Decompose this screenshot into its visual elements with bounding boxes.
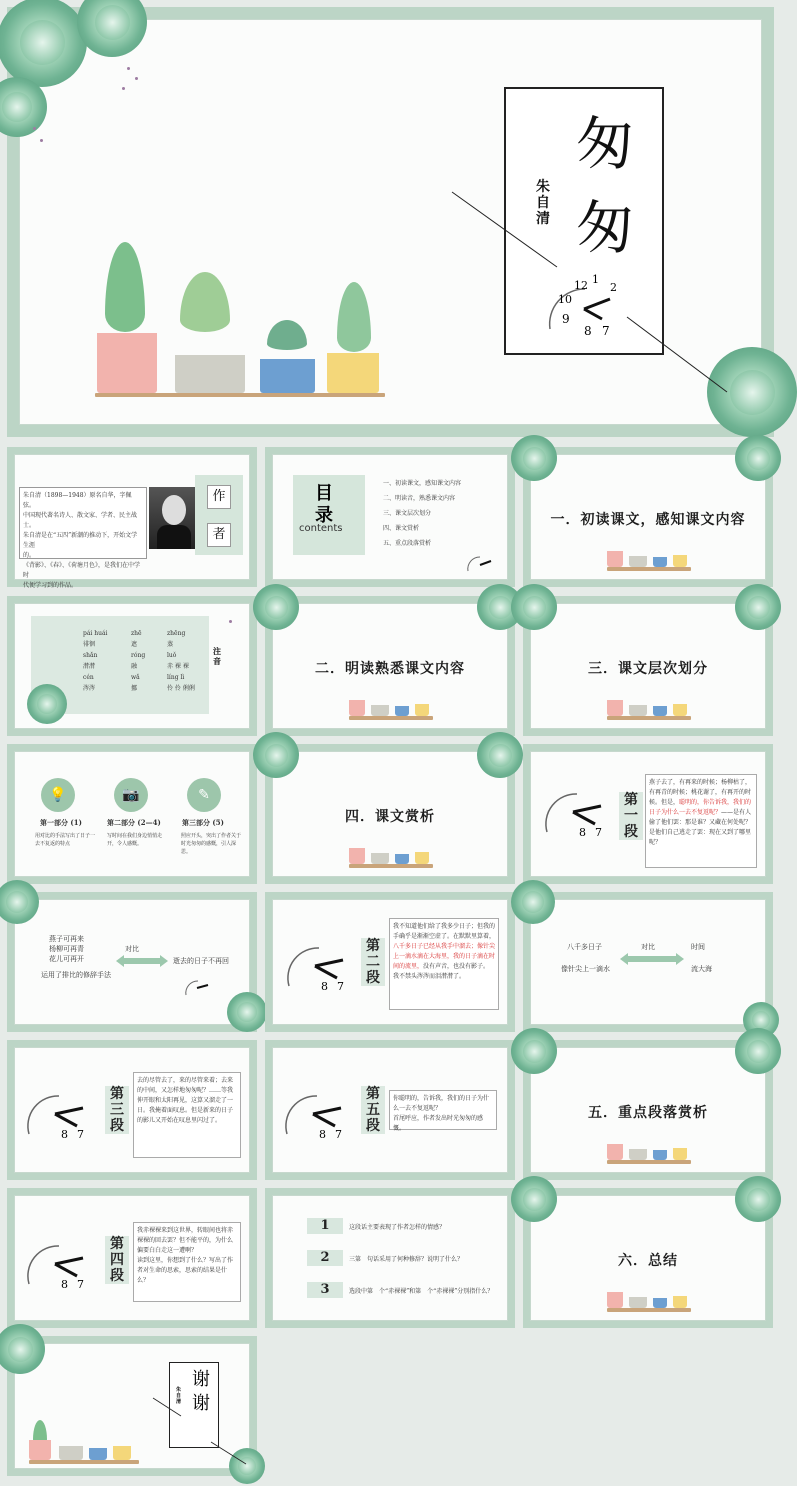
paragraph-text: ——是有人偷了他们罢：那是谁？又藏在何处呢？是他们自己逃走了罢：现在又到了哪里呢？ — [649, 809, 752, 846]
clock-icon — [21, 1082, 95, 1142]
paragraph-highlight: 八千多日子已经从我手中溜去；像针尖上一滴水滴在大海里，我的日子滴在时间的流里， — [393, 943, 496, 970]
clock-number: 8 — [579, 826, 586, 839]
clock-icon — [465, 551, 495, 575]
pinyin-item: 赤 裸 裸 — [167, 663, 189, 670]
potted-plants-illustration — [607, 688, 691, 720]
paragraph-text-box — [389, 1090, 497, 1130]
pink-pot — [607, 700, 623, 716]
label-char: 段 — [110, 1268, 124, 1284]
clock-number: 8 — [319, 1128, 326, 1141]
wooden-shelf — [29, 1460, 139, 1464]
succulent-decoration — [511, 435, 557, 481]
yellow-pot — [113, 1446, 131, 1460]
bio-line: 朱自清是在“五四”新潮的推动下，开始文学生涯 — [23, 532, 138, 549]
paragraph-text: 你聪明的，告诉我，我们的日子为什么一去不复返呢？ — [393, 1095, 490, 1112]
contents-item[interactable]: 五、重点段落赏析 — [383, 540, 432, 547]
contrast-label: 对比 — [125, 945, 139, 953]
succulent-decoration — [477, 732, 523, 778]
slide-panel — [14, 751, 250, 877]
contrast-item: 时间 — [691, 943, 705, 951]
pinyin-item: wǎ — [131, 674, 140, 681]
part-label: 第三部分 (5) — [182, 818, 224, 827]
contrast-item: 像针尖上一滴水 — [561, 965, 610, 973]
part-text: 照应开头，突出了作者关于时光匆匆的感慨，引人深思。 — [181, 833, 242, 855]
blue-pot — [395, 854, 409, 864]
label-char: 五 — [366, 1102, 380, 1118]
parts-slide[interactable] — [7, 744, 257, 884]
clock-number: 8 — [61, 1128, 68, 1141]
succulent-decoration — [253, 732, 299, 778]
double-arrow — [123, 958, 161, 964]
blue-pot — [653, 1150, 667, 1160]
contrast-item: 杨柳可再青 — [49, 945, 84, 953]
section-slide-4[interactable] — [265, 744, 515, 884]
paragraph-text: 没有声音，也没有影子。我不禁头涔涔而泪潸潸了。 — [393, 963, 490, 980]
cactus — [337, 282, 371, 352]
diagonal-line — [447, 187, 747, 397]
slide-panel — [530, 899, 766, 1025]
question-text[interactable]: 这段话主要表现了作者怎样的情感？ — [349, 1224, 446, 1231]
author-heading-box — [195, 475, 243, 555]
paragraph-4-slide[interactable] — [7, 1188, 257, 1328]
clock-number: 9 — [562, 312, 570, 326]
grey-pot — [629, 1149, 647, 1160]
double-arrow — [627, 956, 677, 962]
berry-twig-decoration — [33, 127, 36, 130]
pink-pot — [607, 1292, 623, 1308]
paragraph-label — [361, 938, 385, 986]
section-title — [265, 658, 515, 678]
label-char: 一 — [624, 808, 638, 824]
succulent-decoration — [511, 1028, 557, 1074]
pink-pot — [97, 333, 157, 393]
succulent-decoration — [27, 684, 67, 724]
pinyin-col — [83, 628, 107, 694]
pinyin-item: 伶 伶 俐俐 — [167, 685, 195, 692]
title-char: 匆 — [576, 110, 635, 178]
contents-item[interactable]: 二、明读音，熟悉课文内容 — [383, 495, 456, 502]
part-text: 用对比的手法写出了日子一去不复返的特点 — [35, 833, 96, 847]
contrast-label: 对比 — [641, 943, 655, 951]
contrast-slide-2[interactable] — [523, 892, 773, 1032]
contents-title-char: 目 — [315, 483, 333, 504]
section-title: 五．重点段落赏析 — [588, 1105, 708, 1121]
contents-title-box — [293, 475, 365, 555]
contents-item[interactable]: 四、课文赏析 — [383, 525, 420, 532]
contrast-item: 花儿可再开 — [49, 955, 84, 963]
succulent-decoration — [735, 1028, 781, 1074]
contrast-slide-1[interactable] — [7, 892, 257, 1032]
section-title: 一．初读课文，感知课文内容 — [550, 512, 746, 528]
question-text[interactable]: 选段中第 个“赤裸裸”和第 个“赤裸裸”分别指什么？ — [349, 1288, 494, 1295]
contents-item[interactable]: 一、初读课文，感知课文内容 — [383, 480, 462, 487]
succulent-decoration — [511, 880, 555, 924]
clock-icon — [21, 1232, 95, 1292]
question-number: 1 — [307, 1218, 343, 1234]
pink-pot — [607, 1144, 623, 1160]
grey-pot — [629, 1297, 647, 1308]
label-char: 第 — [110, 1086, 124, 1102]
potted-plants-illustration — [349, 688, 433, 720]
pinyin-col — [131, 628, 145, 694]
clock-number: 12 — [574, 279, 588, 292]
pinyin-item: 融 — [131, 663, 138, 670]
paragraph-highlight: 聪明的，你告诉我，我们的日子为什么一去不复返呢？ — [649, 799, 752, 816]
pinyin-slide[interactable] — [7, 596, 257, 736]
label-char: 第 — [624, 792, 638, 808]
contents-list — [383, 479, 508, 548]
pink-pot — [349, 848, 365, 864]
clock-number: 7 — [602, 324, 610, 338]
part-text: 写时间在我们身边悄悄走开，令人感慨。 — [107, 833, 163, 847]
pinyin-item: pái huái — [83, 630, 108, 637]
pinyin-item: luǒ — [167, 652, 177, 659]
author-bio-box — [19, 487, 147, 589]
clock-icon — [183, 976, 213, 998]
plant-leaves — [180, 272, 230, 332]
grey-pot — [59, 1446, 83, 1460]
section-slide-1[interactable] — [523, 447, 773, 587]
berry-twig-decoration — [127, 67, 130, 70]
thanks-slide[interactable] — [7, 1336, 257, 1476]
paragraph-text-box — [389, 918, 499, 1010]
clock-number: 7 — [77, 1278, 84, 1291]
clock-number: 7 — [77, 1128, 84, 1141]
paragraph-label — [619, 792, 643, 840]
contrast-left-list — [49, 934, 84, 964]
bio-line: 《背影》、《春》、《荷塘月色》，是我们在中学时 — [23, 562, 141, 579]
yellow-pot — [673, 704, 687, 716]
label-char: 段 — [366, 970, 380, 986]
thanks-char: 谢 — [192, 1393, 210, 1414]
paragraph-text-box — [133, 1072, 241, 1158]
yellow-pot — [673, 1148, 687, 1160]
title-char: 匆 — [576, 194, 635, 262]
succulent-decoration — [511, 584, 557, 630]
blue-pot — [395, 706, 409, 716]
yellow-pot — [415, 704, 429, 716]
potted-plants-illustration — [29, 1420, 139, 1464]
contrast-item: 八千多日子 — [567, 943, 602, 951]
clock-number: 7 — [335, 1128, 342, 1141]
wooden-shelf — [607, 716, 691, 720]
paragraph-label — [105, 1086, 129, 1134]
yellow-pot — [673, 555, 687, 567]
contrast-item: 燕子可再来 — [49, 935, 84, 943]
question-number: 3 — [307, 1282, 343, 1298]
lightbulb-icon: 💡 — [41, 778, 75, 812]
clock-number: 8 — [61, 1278, 68, 1291]
label-char: 第 — [366, 938, 380, 954]
yellow-pot — [327, 353, 379, 393]
section-slide-5[interactable] — [523, 1040, 773, 1180]
author-slide[interactable] — [7, 447, 257, 587]
grey-pot — [629, 705, 647, 716]
plant-leaves — [267, 320, 307, 350]
potted-plants-illustration — [349, 836, 433, 868]
bio-line: 朱自清（1898—1948）原名自华，字佩弦。 — [23, 492, 132, 509]
contents-slide[interactable] — [265, 447, 515, 587]
label-char: 四 — [110, 1252, 124, 1268]
paragraph-label — [105, 1236, 129, 1284]
potted-plants-illustration — [607, 1132, 691, 1164]
grey-pot — [371, 705, 389, 716]
section-title: 三．课文层次划分 — [588, 661, 708, 677]
blue-pot — [89, 1448, 107, 1460]
label-char: 二 — [366, 954, 380, 970]
label-char: 段 — [366, 1118, 380, 1134]
label-char: 段 — [110, 1118, 124, 1134]
pinyin-item: 涔涔 — [83, 685, 96, 692]
yellow-pot — [673, 1296, 687, 1308]
question-number: 2 — [307, 1250, 343, 1266]
label-char: 段 — [624, 824, 638, 840]
clock-icon — [281, 934, 355, 994]
clock-number: 1 — [592, 273, 599, 286]
section-title-part: 二．明读 — [315, 661, 375, 677]
berry-twig-decoration — [229, 620, 232, 623]
clock-number: 7 — [595, 826, 602, 839]
clock-icon — [279, 1082, 353, 1142]
author-name: 朱自清 — [176, 1387, 182, 1405]
wooden-shelf — [349, 716, 433, 720]
paragraph-text: 读到这里，你想到了什么？写出了作者对生命的思索，思索的结果是什么？ — [137, 1257, 234, 1284]
berry-twig-decoration — [122, 87, 125, 90]
contrast-right: 逝去的日子不再回 — [173, 957, 229, 965]
pinyin-item: 挪 — [131, 685, 138, 692]
succulent-decoration — [735, 435, 781, 481]
paragraph-text: 我赤裸裸来到这世界，转眼间也将赤裸裸的回去罢？但不能平的，为什么偏要白白走这一遭啊？ — [137, 1227, 234, 1254]
section-slide-6[interactable] — [523, 1188, 773, 1328]
paragraph-2-slide[interactable] — [265, 892, 515, 1032]
paragraph-text: 燕子去了，有再来的时候；杨柳枯了，有再青的时候；桃花谢了，有再开的时候。但是， — [649, 779, 752, 806]
section-title-part: 熟悉课文内容 — [375, 661, 465, 677]
author-name: 朱自清 — [536, 179, 550, 227]
potted-plants-illustration — [607, 539, 691, 571]
blue-pot — [260, 359, 315, 393]
succulent-decoration — [511, 1176, 557, 1222]
contents-title-char: 录 — [315, 505, 333, 526]
pinyin-side-label: 注音 — [213, 646, 221, 666]
berry-twig-decoration — [40, 139, 43, 142]
section-title: 四．课文赏析 — [345, 809, 435, 825]
blue-pot — [653, 1298, 667, 1308]
grey-pot — [629, 556, 647, 567]
wooden-shelf — [349, 864, 433, 868]
camera-icon: 📷 — [114, 778, 148, 812]
pinyin-item: róng — [131, 652, 146, 659]
paragraph-text-box — [133, 1222, 241, 1302]
wooden-shelf — [607, 1160, 691, 1164]
questions-slide[interactable] — [265, 1188, 515, 1328]
section-slide-3[interactable] — [523, 596, 773, 736]
potted-plants-illustration — [95, 242, 385, 397]
succulent-decoration — [735, 584, 781, 630]
grey-pot — [371, 853, 389, 864]
bio-line: 代便学习到的作品。 — [23, 582, 78, 589]
pinyin-item: zhē — [131, 630, 142, 637]
section-title: 六．总结 — [618, 1253, 678, 1269]
paragraph-text: 去的尽管去了，来的尽管来着；去来的中间，又怎样地匆匆呢？……等我伸开眼和太阳再见，这算又溜走了一日。我掩着面叹息。但是新来的日子的影儿又开始在叹息里闪过了。 — [137, 1077, 234, 1124]
clock-number: 2 — [610, 281, 617, 294]
section-slide-2[interactable] — [265, 596, 515, 736]
pinyin-item: 潸潸 — [83, 663, 96, 670]
paragraph-text: 我不知道他们给了我多少日子；但我的手确乎是渐渐空虚了。在默默里算着， — [393, 923, 496, 940]
pinyin-col — [167, 628, 195, 694]
clock-number: 8 — [584, 324, 592, 338]
pinyin-item: 徘徊 — [83, 641, 96, 648]
pink-pot — [607, 551, 623, 567]
pencil-icon: ✎ — [187, 778, 221, 812]
label-char: 第 — [366, 1086, 380, 1102]
pink-pot — [349, 700, 365, 716]
succulent-decoration — [227, 992, 267, 1032]
paragraph-1-slide[interactable] — [523, 744, 773, 884]
blue-pot — [653, 557, 667, 567]
paragraph-text-box — [645, 774, 757, 868]
paragraph-3-slide[interactable] — [7, 1040, 257, 1180]
blue-pot — [653, 706, 667, 716]
contents-subtitle: contents — [299, 523, 343, 534]
contrast-bottom: 运用了排比的修辞手法 — [41, 971, 111, 979]
bio-line: 中国现代著名诗人、散文家、学者、民主战士。 — [23, 512, 138, 529]
paragraph-label — [361, 1086, 385, 1134]
clock-icon — [539, 780, 613, 840]
yellow-pot — [415, 852, 429, 864]
wooden-shelf — [607, 567, 691, 571]
thanks-char: 谢 — [192, 1369, 210, 1390]
pinyin-item: 蒸 — [167, 641, 174, 648]
part-label: 第一部分 (1) — [40, 818, 82, 827]
cover-slide[interactable] — [7, 7, 774, 437]
succulent-decoration — [735, 1176, 781, 1222]
pinyin-item: líng lì — [167, 674, 185, 681]
berry-twig-decoration — [135, 77, 138, 80]
label-char: 三 — [110, 1102, 124, 1118]
contrast-item: 流大海 — [691, 965, 712, 973]
wooden-shelf — [95, 393, 385, 397]
paragraph-text: 首尾呼应，作者发出时光匆匆的感慨。 — [393, 1115, 484, 1132]
grey-pot — [175, 355, 245, 393]
part-label: 第二部分 (2—4) — [107, 818, 161, 827]
diagonal-line — [151, 1396, 251, 1466]
heading-char: 者 — [207, 523, 231, 547]
wooden-shelf — [607, 1308, 691, 1312]
author-portrait — [149, 487, 199, 549]
potted-plants-illustration — [607, 1280, 691, 1312]
contents-item[interactable]: 三、课文层次划分 — [383, 510, 432, 517]
clock-number: 10 — [558, 293, 572, 306]
clock-number: 8 — [321, 980, 328, 993]
succulent-decoration — [253, 584, 299, 630]
pinyin-item: zhēng — [167, 630, 186, 637]
question-text[interactable]: 三第 句话采用了何种修辞？说明了什么？ — [349, 1256, 464, 1263]
pinyin-item: shǎn — [83, 652, 98, 659]
heading-char: 作 — [207, 485, 231, 509]
paragraph-5-slide[interactable] — [265, 1040, 515, 1180]
pinyin-item: 遮 — [131, 641, 138, 648]
bio-line: 的。 — [23, 552, 36, 559]
clock-number: 7 — [337, 980, 344, 993]
plant-leaves — [105, 242, 145, 332]
label-char: 第 — [110, 1236, 124, 1252]
pinyin-item: cén — [83, 674, 94, 681]
pink-pot — [29, 1440, 51, 1460]
